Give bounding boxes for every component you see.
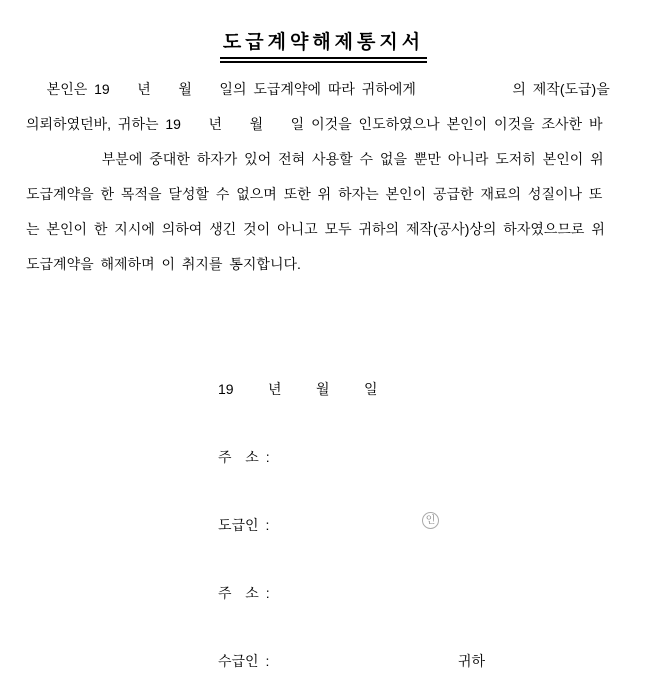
paragraph-line: 는 본인이 한 지시에 의하여 생긴 것이 아니고 모두 귀하의 제작(공사)상의 하자였으므로 위	[26, 221, 605, 237]
seal-placeholder-icon: 인	[422, 512, 439, 529]
paragraph-line: 본인은 19 년 월 일의 도급계약에 따라 귀하에게 의 제작(도급)을	[26, 81, 610, 97]
paragraph-line: 도급계약을 해제하며 이 취지를 통지합니다.	[26, 256, 301, 272]
signature-date-line: 19 년 월 일	[218, 381, 378, 397]
contractor-address-label: 주 소 :	[218, 449, 270, 465]
paragraph-line: 의뢰하였던바, 귀하는 19 년 월 일 이것을 인도하였으나 본인이 이것을 조사한 바	[26, 116, 603, 132]
contractor-label: 도급인 :	[218, 517, 270, 533]
paragraph-line: 부분에 중대한 하자가 있어 전혀 사용할 수 없을 뿐만 아니라 도저히 본인이 위	[26, 151, 604, 167]
body-paragraph	[26, 72, 626, 282]
document-title: 도급계약해제통지서	[220, 27, 427, 63]
recipient-honorific: 귀하	[458, 653, 486, 669]
paragraph-line: 도급계약을 한 목적을 달성할 수 없으며 또한 위 하자는 본인이 공급한 재료의 성질이나 또	[26, 186, 603, 202]
title-container	[0, 27, 647, 63]
subcontractor-address-label: 주 소 :	[218, 585, 270, 601]
subcontractor-label: 수급인 :	[218, 653, 270, 669]
